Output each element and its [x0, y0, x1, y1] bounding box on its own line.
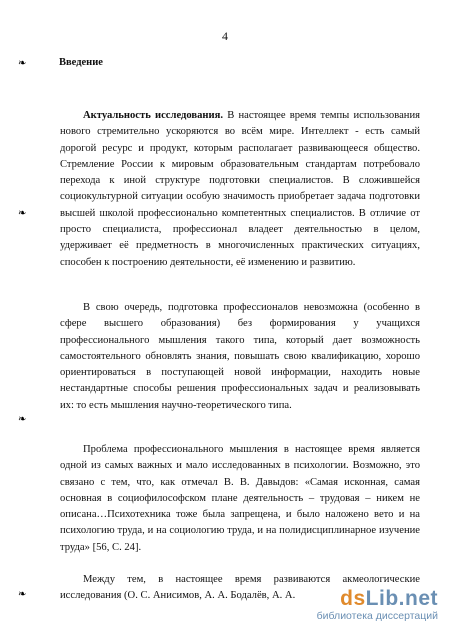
watermark-logo-suffix: Lib.net — [365, 587, 438, 610]
paragraph-text: Между тем, в настоящее время развиваются акмеологические исследования (О. С. Анисимов, А. А. Бодалёв, А. А. — [60, 574, 420, 602]
paragraph-text: В свою очередь, подготовка профессионалов невозможна (особенно в сфере высшего образования) без формирования у учащихся профессионального мышления такого типа, который дает возможность самостоятельного обновлять знания, повышать свою квалификацию, хорошо ориентироваться в поступающей новой информации, находить новые нестандартные способы решения профессиональных задач и реализовывать их: то есть мышления научно-теоретического типа. — [60, 302, 420, 411]
watermark-subtitle: библиотека диссертаций — [316, 610, 438, 622]
section-heading: Введение — [59, 57, 103, 68]
margin-mark: ❧ — [18, 414, 27, 425]
paragraph-training — [60, 300, 420, 414]
paragraph-lead: Актуальность исследования. — [83, 110, 224, 121]
watermark-logo — [340, 588, 438, 610]
margin-mark: ❧ — [18, 208, 27, 219]
paragraph-text: Проблема профессионального мышления в настоящее время является одной из самых важных и мало исследованных в психологии. Возможно, это связано с тем, что, как отмечал В. В. Давыдов: «Самая исконная, самая основная в социофилософском плане деятельность – трудовая – никем не описана…Психотехника тоже была запрещена, и было наложено вето и на психологию труда, и на социологию труда, и на полидисциплинарное изучение труда» [56, С. 24]. — [60, 444, 420, 553]
margin-mark: ❧ — [18, 589, 27, 600]
paragraph-relevance — [60, 108, 420, 271]
margin-mark: ❧ — [18, 58, 27, 69]
watermark-logo-prefix: ds — [340, 587, 366, 610]
watermark — [317, 588, 438, 622]
paragraph-text: В настоящее время темпы использования нового стремительно ускоряются во всём мире. Интеллект - есть самый дорогой ресурс и продукт, которым располагает развивающееся общество. Стремление России к мировым образовательным стандартам потребовало перехода к иной структуре подготовки специалистов. В сложившейся социокультурной ситуации особую значимость приобретает задача подготовки высшей школой профессионально компетентных специалистов. В отличие от просто специалиста, профессионал владеет деятельностью в целом, удерживает её предметность в многочисленных практических ситуациях, способен к построению деятельности, её изменению и развитию. — [60, 110, 420, 268]
page-number: 4 — [222, 29, 228, 43]
paragraph-problem — [60, 442, 420, 556]
